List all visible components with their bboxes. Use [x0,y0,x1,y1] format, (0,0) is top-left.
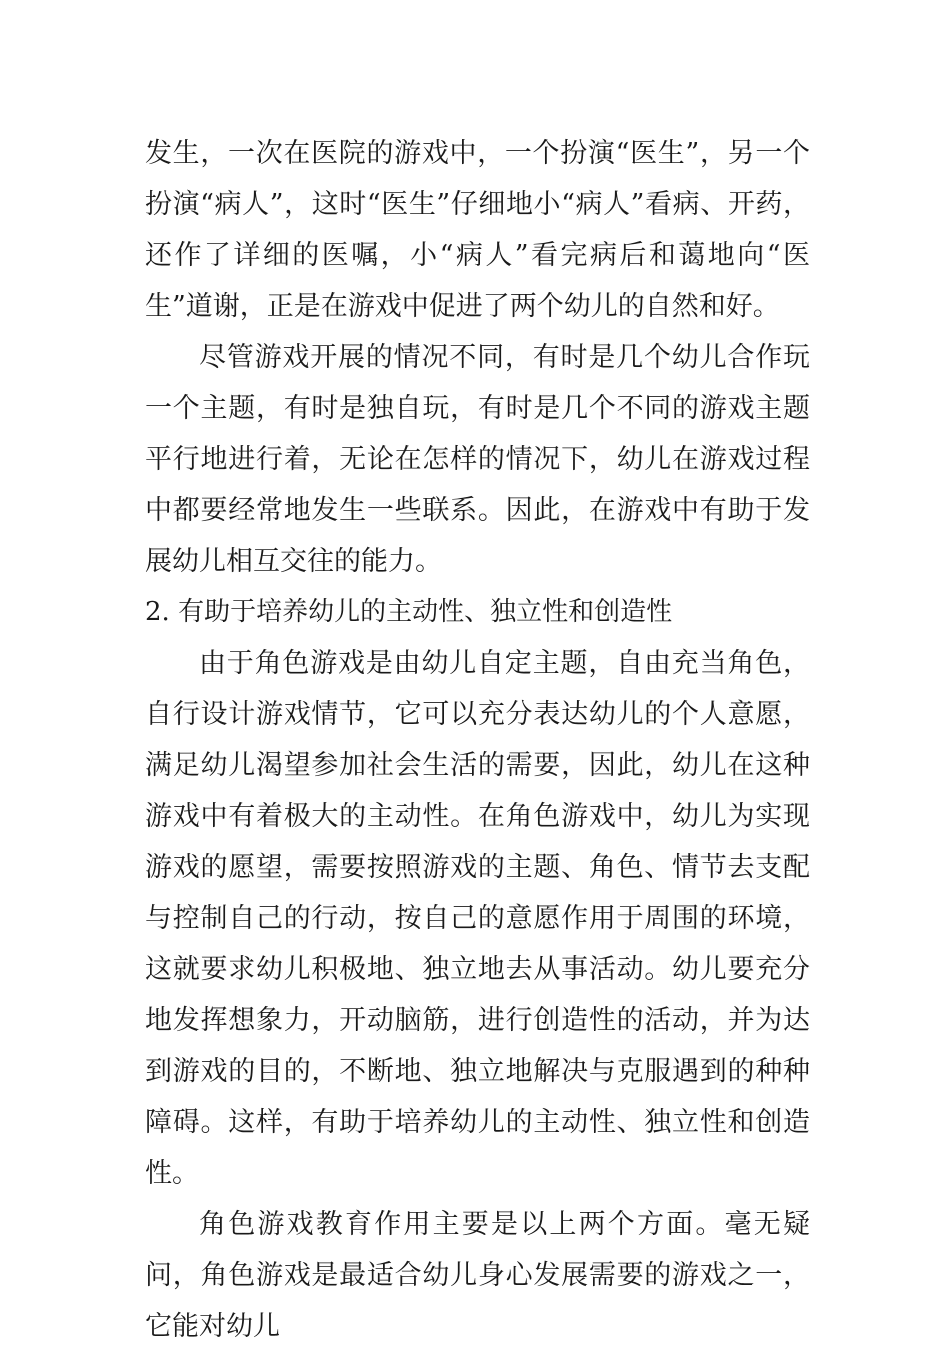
paragraph-initiative: 由于角色游戏是由幼儿自定主题，自由充当角色，自行设计游戏情节，它可以充分表达幼儿的个人意愿，满足幼儿渴望参加社会生活的需要，因此，幼儿在这种游戏中有着极大的主动性。在角色游戏中，幼儿为实现游戏的愿望，需要按照游戏的主题、角色、情节去支配与控制自己的行动，按自己的意愿作用于周围的环境，这就要求幼儿积极地、独立地去从事活动。幼儿要充分地发挥想象力，开动脑筋，进行创造性的活动，并为达到游戏的目的，不断地、独立地解决与克服遇到的种种障碍。这样，有助于培养幼儿的主动性、独立性和创造性。 [145,648,810,1189]
document-body [145,128,810,1352]
paragraph-interaction: 尽管游戏开展的情况不同，有时是几个幼儿合作玩一个主题，有时是独自玩，有时是几个不同的游戏主题平行地进行着，无论在怎样的情况下，幼儿在游戏过程中都要经常地发生一些联系。因此，在游戏中有助于发展幼儿相互交往的能力。 [145,342,810,577]
paragraph-summary: 角色游戏教育作用主要是以上两个方面。毫无疑问，角色游戏是最适合幼儿身心发展需要的游戏之一，它能对幼儿 [145,1209,810,1342]
section-heading: 2. 有助于培养幼儿的主动性、独立性和创造性 [145,597,673,627]
paragraph-continuation: 发生，一次在医院的游戏中，一个扮演“医生”，另一个扮演“病人”，这时“医生”仔细地小“病人”看病、开药，还作了详细的医嘱，小“病人”看完病后和蔼地向“医生”道谢，正是在游戏中促进了两个幼儿的自然和好。 [145,138,810,322]
